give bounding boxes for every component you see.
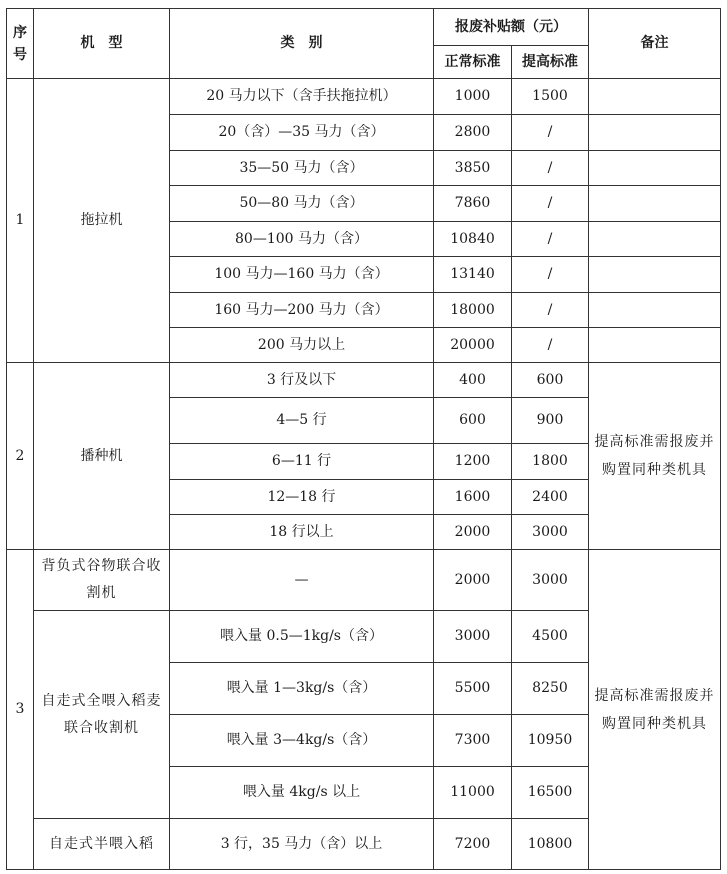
raised-cell: / — [512, 257, 589, 293]
category-cell: 3 行及以下 — [170, 363, 434, 398]
normal-cell: 2000 — [434, 550, 512, 611]
normal-cell: 11000 — [434, 767, 512, 819]
raised-cell: 10800 — [512, 819, 589, 870]
model-cell: 拖拉机 — [34, 79, 170, 363]
normal-cell: 20000 — [434, 328, 512, 363]
normal-cell: 2800 — [434, 115, 512, 151]
header-amount: 报废补贴额（元） — [434, 9, 589, 46]
category-cell: 4—5 行 — [170, 398, 434, 444]
header-raised: 提高标准 — [512, 46, 589, 79]
table-row — [7, 363, 721, 398]
category-cell: 6—11 行 — [170, 444, 434, 480]
category-cell: 12—18 行 — [170, 480, 434, 515]
raised-cell: / — [512, 151, 589, 186]
category-cell: — — [170, 550, 434, 611]
model-cell: 播种机 — [34, 363, 170, 550]
category-cell: 100 马力—160 马力（含） — [170, 257, 434, 293]
normal-cell: 3850 — [434, 151, 512, 186]
remark-cell — [589, 79, 721, 115]
normal-cell: 1200 — [434, 444, 512, 480]
category-cell: 20（含）—35 马力（含） — [170, 115, 434, 151]
category-cell: 18 行以上 — [170, 515, 434, 550]
normal-cell: 600 — [434, 398, 512, 444]
remark-cell: 提高标准需报废并购置同种类机具 — [589, 363, 721, 550]
remark-cell — [589, 115, 721, 151]
raised-cell: 2400 — [512, 480, 589, 515]
model-cell: 自走式半喂入稻 — [34, 819, 170, 870]
remark-cell — [589, 328, 721, 363]
normal-cell: 5500 — [434, 663, 512, 715]
normal-cell: 7860 — [434, 186, 512, 222]
header-seq: 序号 — [7, 9, 34, 79]
normal-cell: 7200 — [434, 819, 512, 870]
raised-cell: / — [512, 328, 589, 363]
category-cell: 喂入量 1—3kg/s（含） — [170, 663, 434, 715]
model-cell: 自走式全喂入稻麦联合收割机 — [34, 611, 170, 819]
raised-cell: 1500 — [512, 79, 589, 115]
remark-cell — [589, 257, 721, 293]
raised-cell: 3000 — [512, 515, 589, 550]
category-cell: 喂入量 3—4kg/s（含） — [170, 715, 434, 767]
normal-cell: 7300 — [434, 715, 512, 767]
remark-cell — [589, 151, 721, 186]
model-cell: 背负式谷物联合收割机 — [34, 550, 170, 611]
category-cell: 35—50 马力（含） — [170, 151, 434, 186]
subsidy-table-container — [6, 8, 721, 870]
category-cell: 80—100 马力（含） — [170, 222, 434, 257]
subsidy-table — [6, 8, 721, 870]
raised-cell: 4500 — [512, 611, 589, 663]
category-cell: 160 马力—200 马力（含） — [170, 293, 434, 328]
raised-cell: 16500 — [512, 767, 589, 819]
normal-cell: 18000 — [434, 293, 512, 328]
raised-cell: / — [512, 115, 589, 151]
raised-cell: / — [512, 293, 589, 328]
remark-cell — [589, 186, 721, 222]
header-remark: 备注 — [589, 9, 721, 79]
normal-cell: 13140 — [434, 257, 512, 293]
normal-cell: 10840 — [434, 222, 512, 257]
remark-cell: 提高标准需报废并购置同种类机具 — [589, 550, 721, 870]
normal-cell: 400 — [434, 363, 512, 398]
header-model: 机 型 — [34, 9, 170, 79]
raised-cell: 10950 — [512, 715, 589, 767]
normal-cell: 1000 — [434, 79, 512, 115]
remark-cell — [589, 293, 721, 328]
raised-cell: / — [512, 186, 589, 222]
raised-cell: 1800 — [512, 444, 589, 480]
header-normal: 正常标准 — [434, 46, 512, 79]
raised-cell: 3000 — [512, 550, 589, 611]
seq-cell: 3 — [7, 550, 34, 870]
raised-cell: 900 — [512, 398, 589, 444]
raised-cell: 600 — [512, 363, 589, 398]
table-row — [7, 550, 721, 611]
category-cell: 50—80 马力（含） — [170, 186, 434, 222]
category-cell: 喂入量 4kg/s 以上 — [170, 767, 434, 819]
category-cell: 200 马力以上 — [170, 328, 434, 363]
table-row — [7, 79, 721, 115]
normal-cell: 2000 — [434, 515, 512, 550]
header-category: 类 别 — [170, 9, 434, 79]
category-cell: 20 马力以下（含手扶拖拉机） — [170, 79, 434, 115]
category-cell: 3 行，35 马力（含）以上 — [170, 819, 434, 870]
normal-cell: 1600 — [434, 480, 512, 515]
remark-cell — [589, 222, 721, 257]
normal-cell: 3000 — [434, 611, 512, 663]
raised-cell: 8250 — [512, 663, 589, 715]
raised-cell: / — [512, 222, 589, 257]
seq-cell: 2 — [7, 363, 34, 550]
seq-cell: 1 — [7, 79, 34, 363]
category-cell: 喂入量 0.5—1kg/s（含） — [170, 611, 434, 663]
